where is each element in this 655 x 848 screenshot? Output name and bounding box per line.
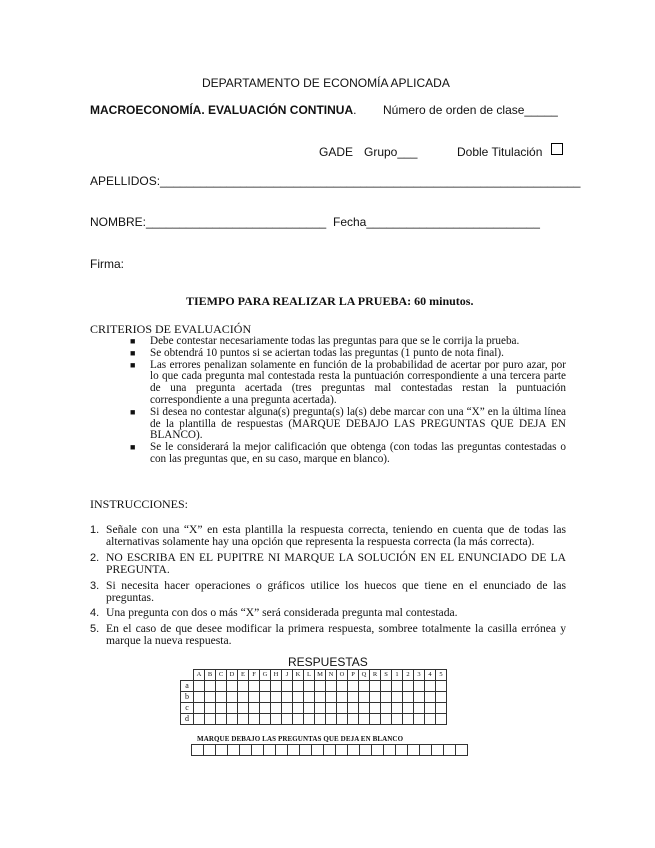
answer-cell[interactable] [216,703,227,714]
answer-cell[interactable] [326,714,337,725]
answer-cell[interactable] [293,692,304,703]
column-header: A [194,670,205,681]
answer-cell[interactable] [194,703,205,714]
answer-cell[interactable] [348,703,359,714]
column-header: M [315,670,326,681]
answer-cell[interactable] [337,703,348,714]
blank-answer-cell[interactable] [276,745,288,756]
column-header: J [282,670,293,681]
instruction-text: Una pregunta con dos o más “X” será considerada pregunta mal contestada. [106,606,458,620]
answer-cell[interactable] [205,681,216,692]
column-header: 4 [425,670,436,681]
answer-cell[interactable] [359,714,370,725]
signature-field[interactable]: Firma: [90,257,124,271]
answer-cell[interactable] [194,714,205,725]
answer-cell[interactable] [304,692,315,703]
blank-answer-cell[interactable] [360,745,372,756]
answer-cell[interactable] [425,681,436,692]
blank-answer-cell[interactable] [408,745,420,756]
column-header: F [249,670,260,681]
instruction-text: NO ESCRIBA EN EL PUPITRE NI MARQUE LA SOLUCIÓN EN EL ENUNCIADO DE LA PREGUNTA. [106,550,566,577]
column-header: O [337,670,348,681]
answer-cell[interactable] [381,714,392,725]
bullet-icon: ■ [130,336,136,346]
answer-cell[interactable] [216,692,227,703]
criteria-item: ■ Si desea no contestar alguna(s) pregunta(s) la(s) debe marcar con una “X” en la última línea de la plantilla de respuestas (MARQUE DEBAJO LAS PREGUNTAS QUE DEJA EN BLANCO). [130,405,566,442]
answer-cell[interactable] [227,714,238,725]
answer-cell[interactable] [249,681,260,692]
answer-cell[interactable] [370,681,381,692]
answer-cell[interactable] [304,703,315,714]
row-label: c [181,703,194,714]
answer-cell[interactable] [414,692,425,703]
blank-answer-cell[interactable] [348,745,360,756]
column-header: Q [359,670,370,681]
blank-answer-cell[interactable] [300,745,312,756]
blank-answer-cell[interactable] [396,745,408,756]
column-header: 1 [392,670,403,681]
answer-cell[interactable] [381,692,392,703]
answer-cell[interactable] [238,703,249,714]
blank-answer-cell[interactable] [252,745,264,756]
answer-cell[interactable] [282,692,293,703]
answer-cell[interactable] [293,703,304,714]
answer-cell[interactable] [249,703,260,714]
blank-answer-cell[interactable] [444,745,456,756]
answer-cell[interactable] [260,681,271,692]
name-field[interactable]: NOMBRE:___________________________ [90,215,327,229]
column-header: B [205,670,216,681]
answer-cell[interactable] [304,714,315,725]
blank-answer-cell[interactable] [264,745,276,756]
answer-cell[interactable] [359,681,370,692]
answer-cell[interactable] [436,714,447,725]
answer-cell[interactable] [293,681,304,692]
instructions-list [90,524,566,651]
criteria-item: ■ Se obtendrá 10 puntos si se aciertan todas las preguntas (1 punto de nota final). [130,346,504,359]
answer-cell[interactable] [381,703,392,714]
criteria-item: ■ Las errores penalizan solamente en función de la probabilidad de acertar por puro azar, por lo que cada pregunta mal contestada resta la puntuación correspondiente a una tercera parte de una pregunta acertada (tres preguntas mal contestadas restan la puntuación correspondiente a una pregunta acertada). [130,358,566,406]
answer-cell[interactable] [370,692,381,703]
grid-corner [181,670,194,681]
answer-cell[interactable] [315,714,326,725]
answer-cell[interactable] [194,681,205,692]
answer-cell[interactable] [227,681,238,692]
column-header: S [381,670,392,681]
column-header: L [304,670,315,681]
course-name: MACROECONOMÍA. EVALUACIÓN CONTINUA [90,103,354,117]
course-period: . [353,103,357,117]
answer-cell[interactable] [271,714,282,725]
answer-cell[interactable] [260,703,271,714]
answer-cell[interactable] [282,714,293,725]
answer-cell[interactable] [425,714,436,725]
answer-cell[interactable] [403,681,414,692]
double-degree-checkbox[interactable] [551,143,563,155]
column-header: E [238,670,249,681]
surname-field[interactable]: APELLIDOS:_______________________________________________________________ [90,174,581,188]
group-field[interactable]: Grupo___ [364,145,418,159]
instruction-item [90,580,566,605]
answer-cell[interactable] [304,681,315,692]
answer-cell[interactable] [238,681,249,692]
blank-answer-cell[interactable] [384,745,396,756]
column-header: N [326,670,337,681]
answer-cell[interactable] [216,681,227,692]
order-number-field[interactable]: Número de orden de clase_____ [383,103,558,117]
blank-answer-cell[interactable] [240,745,252,756]
answer-cell[interactable] [436,692,447,703]
instructions-title: INSTRUCCIONES: [90,497,189,511]
answer-cell[interactable] [381,681,392,692]
answer-cell[interactable] [293,714,304,725]
answer-cell[interactable] [403,703,414,714]
row-label: d [181,714,194,725]
course-title [90,103,356,117]
answer-cell[interactable] [436,681,447,692]
bullet-icon: ■ [130,359,136,370]
answer-cell[interactable] [238,692,249,703]
answer-cell[interactable] [414,681,425,692]
instruction-number: 4. [90,607,100,620]
blank-answer-cell[interactable] [420,745,432,756]
blank-answer-cell[interactable] [228,745,240,756]
column-header: K [293,670,304,681]
bullet-icon: ■ [130,347,136,358]
instruction-item [90,607,566,619]
bullet-icon: ■ [130,442,136,453]
answer-cell[interactable] [260,692,271,703]
column-header: 3 [414,670,425,681]
answer-cell[interactable] [348,714,359,725]
answer-cell[interactable] [326,703,337,714]
answer-cell[interactable] [414,703,425,714]
answer-cell[interactable] [194,692,205,703]
blank-note: MARQUE DEBAJO LAS PREGUNTAS QUE DEJA EN BLANCO [197,735,404,743]
answer-cell[interactable] [260,714,271,725]
blank-answer-cell[interactable] [312,745,324,756]
answer-cell[interactable] [436,703,447,714]
instruction-item [90,524,566,549]
answer-cell[interactable] [326,681,337,692]
instruction-text: En el caso de que desee modificar la primera respuesta, sombree totalmente la casilla errónea y marque la nueva respuesta. [106,621,566,648]
column-header: G [260,670,271,681]
criteria-item: ■ Se le considerará la mejor calificación que obtenga (con todas las preguntas contestadas o con las preguntas que, en su caso, marque en blanco). [130,441,566,465]
column-header: 5 [436,670,447,681]
answer-cell[interactable] [315,703,326,714]
answer-cell[interactable] [315,681,326,692]
answer-cell[interactable] [249,714,260,725]
degree-label: GADE [319,145,354,159]
answer-cell[interactable] [348,681,359,692]
answer-cell[interactable] [271,703,282,714]
instruction-item [90,623,566,648]
column-header: 2 [403,670,414,681]
answer-cell[interactable] [392,714,403,725]
criteria-title: CRITERIOS DE EVALUACIÓN [90,322,252,336]
blank-answer-cell[interactable] [204,745,216,756]
answer-cell[interactable] [315,692,326,703]
answer-cell[interactable] [392,681,403,692]
answer-cell[interactable] [392,692,403,703]
bullet-icon: ■ [130,406,136,417]
blank-answer-cell[interactable] [192,745,204,756]
instruction-text: Si necesita hacer operaciones o gráficos utilice los huecos que tiene en el enunciado de las preguntas. [106,578,566,605]
answers-title: RESPUESTAS [288,655,368,669]
date-field[interactable]: Fecha__________________________ [333,215,540,229]
criteria-list [130,336,566,466]
blank-answer-cell[interactable] [324,745,336,756]
time-notice: TIEMPO PARA REALIZAR LA PRUEBA: 60 minutos. [186,294,474,308]
instruction-item [90,552,566,577]
instruction-number: 3. [90,579,100,592]
blank-answer-cell[interactable] [216,745,228,756]
answer-cell[interactable] [249,692,260,703]
answer-cell[interactable] [238,714,249,725]
blank-answer-cell[interactable] [456,745,468,756]
answer-grid [180,669,447,725]
answer-cell[interactable] [271,681,282,692]
blank-answer-cell[interactable] [336,745,348,756]
answer-cell[interactable] [205,714,216,725]
answer-cell[interactable] [414,714,425,725]
answer-cell[interactable] [337,714,348,725]
row-label: a [181,681,194,692]
answer-cell[interactable] [370,714,381,725]
column-header: C [216,670,227,681]
blank-answer-cell[interactable] [288,745,300,756]
answer-cell[interactable] [348,692,359,703]
answer-cell[interactable] [216,714,227,725]
blank-answers-row [191,744,468,756]
blank-answer-cell[interactable] [372,745,384,756]
instruction-number: 5. [90,622,100,635]
instruction-number: 2. [90,551,100,564]
answer-cell[interactable] [359,703,370,714]
answer-cell[interactable] [227,692,238,703]
answer-cell[interactable] [392,703,403,714]
answer-cell[interactable] [403,692,414,703]
answer-cell[interactable] [403,714,414,725]
answer-cell[interactable] [227,703,238,714]
answer-cell[interactable] [359,692,370,703]
blank-answer-cell[interactable] [432,745,444,756]
double-degree-label: Doble Titulación [457,145,543,159]
answer-cell[interactable] [337,681,348,692]
column-header: H [271,670,282,681]
answer-cell[interactable] [337,692,348,703]
instruction-text: Señale con una “X” en esta plantilla la respuesta correcta, teniendo en cuenta que de todas las alternativas solamente hay una opción que representa la respuesta correcta (la más correcta). [106,523,566,549]
department-title: DEPARTAMENTO DE ECONOMÍA APLICADA [202,76,450,90]
criteria-item: ■ Debe contestar necesariamente todas las preguntas para que se le corrija la prueba. [130,335,520,347]
answer-cell[interactable] [425,692,436,703]
instruction-number: 1. [90,524,100,536]
column-header: R [370,670,381,681]
answer-cell[interactable] [425,703,436,714]
column-header: P [348,670,359,681]
answer-cell[interactable] [326,692,337,703]
answer-cell[interactable] [282,703,293,714]
answer-cell[interactable] [282,681,293,692]
row-label: b [181,692,194,703]
answer-cell[interactable] [271,692,282,703]
answer-cell[interactable] [205,692,216,703]
answer-cell[interactable] [205,703,216,714]
column-header: D [227,670,238,681]
answer-cell[interactable] [370,703,381,714]
